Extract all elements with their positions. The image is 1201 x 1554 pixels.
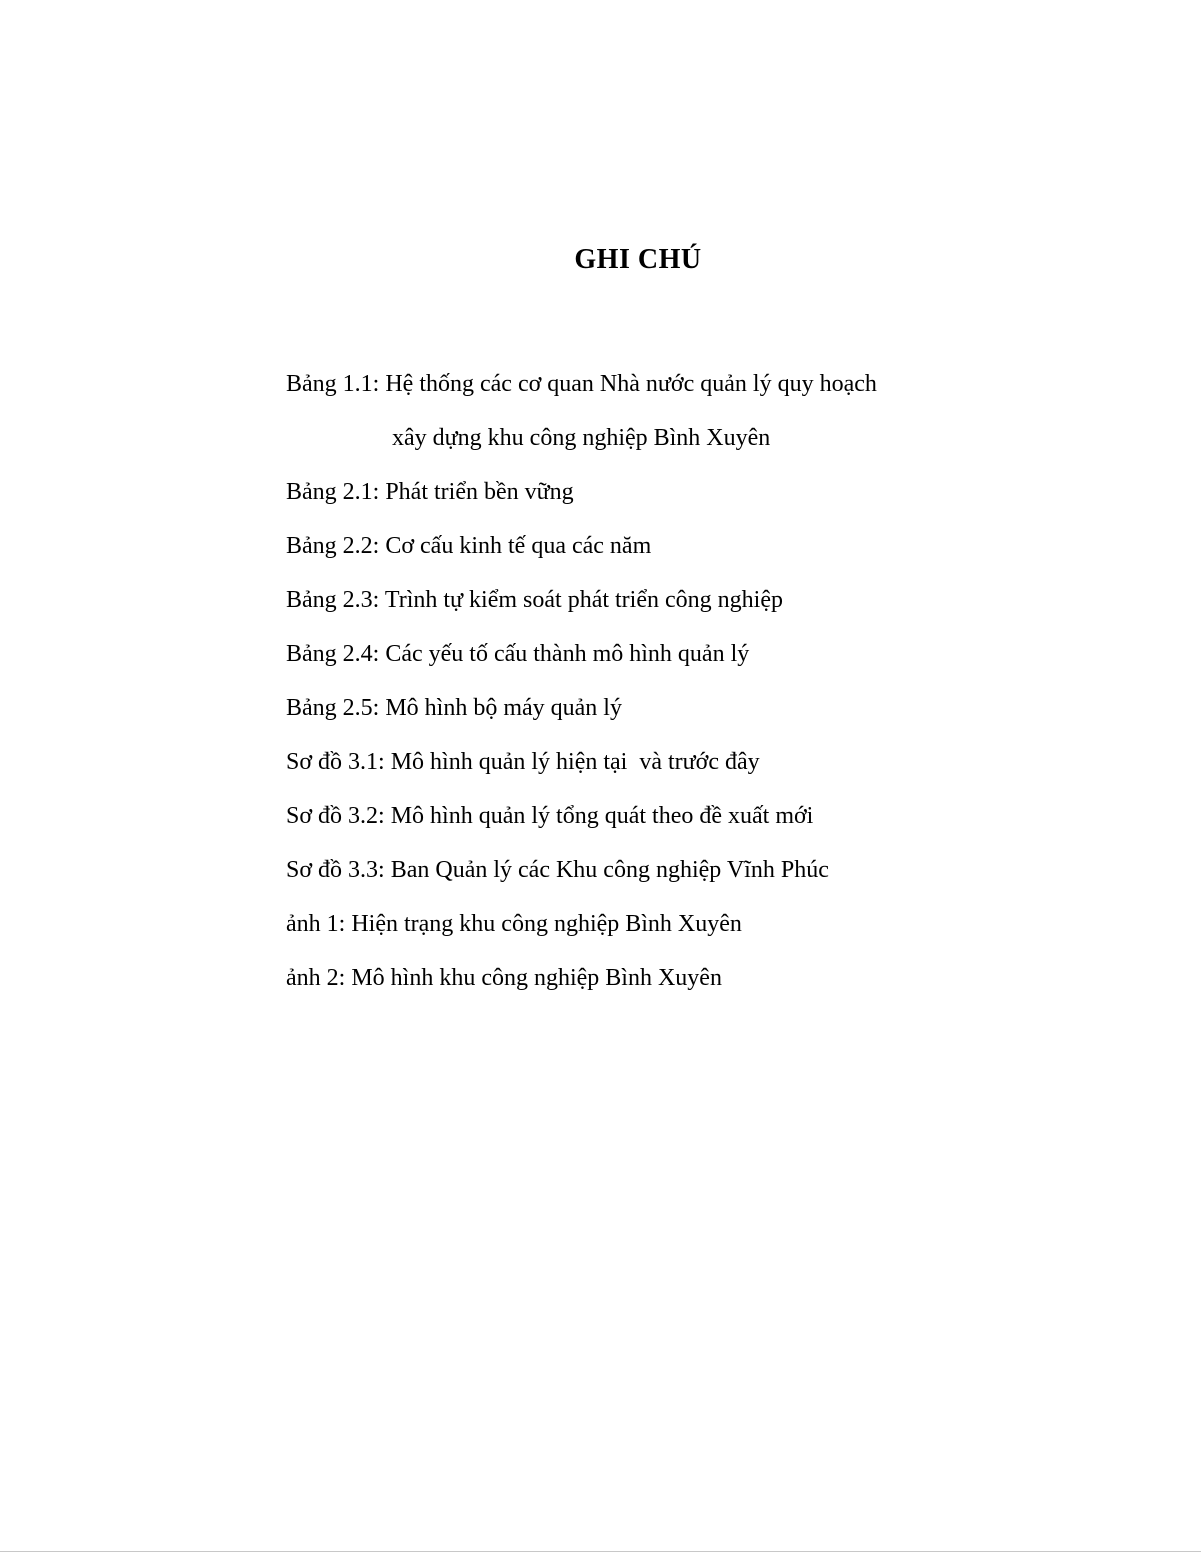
note-entry-bang-2-1: Bảng 2.1: Phát triển bền vững xyxy=(286,479,574,505)
note-entry-anh-1: ảnh 1: Hiện trạng khu công nghiệp Bình Xuyên xyxy=(286,911,742,937)
note-entry-bang-2-2: Bảng 2.2: Cơ cấu kinh tế qua các năm xyxy=(286,533,652,559)
note-entry-anh-2: ảnh 2: Mô hình khu công nghiệp Bình Xuyên xyxy=(286,965,722,991)
note-entry-bang-2-4: Bảng 2.4: Các yếu tố cấu thành mô hình quản lý xyxy=(286,641,750,667)
note-entry-bang-1-1-continuation: xây dựng khu công nghiệp Bình Xuyên xyxy=(392,425,771,451)
note-entry-bang-2-5: Bảng 2.5: Mô hình bộ máy quản lý xyxy=(286,695,622,721)
page-title: GHI CHÚ xyxy=(574,244,702,275)
note-entry-so-do-3-1: Sơ đồ 3.1: Mô hình quản lý hiện tại và trước đây xyxy=(286,749,760,775)
note-entry-so-do-3-2: Sơ đồ 3.2: Mô hình quản lý tổng quát theo đề xuất mới xyxy=(286,803,814,829)
page-bottom-edge xyxy=(0,1551,1201,1552)
notes-list xyxy=(286,357,1166,1005)
note-entry-bang-2-3: Bảng 2.3: Trình tự kiểm soát phát triển công nghiệp xyxy=(286,587,783,613)
note-entry-so-do-3-3: Sơ đồ 3.3: Ban Quản lý các Khu công nghiệp Vĩnh Phúc xyxy=(286,857,829,883)
note-entry-bang-1-1: Bảng 1.1: Hệ thống các cơ quan Nhà nước quản lý quy hoạch xyxy=(286,371,877,397)
